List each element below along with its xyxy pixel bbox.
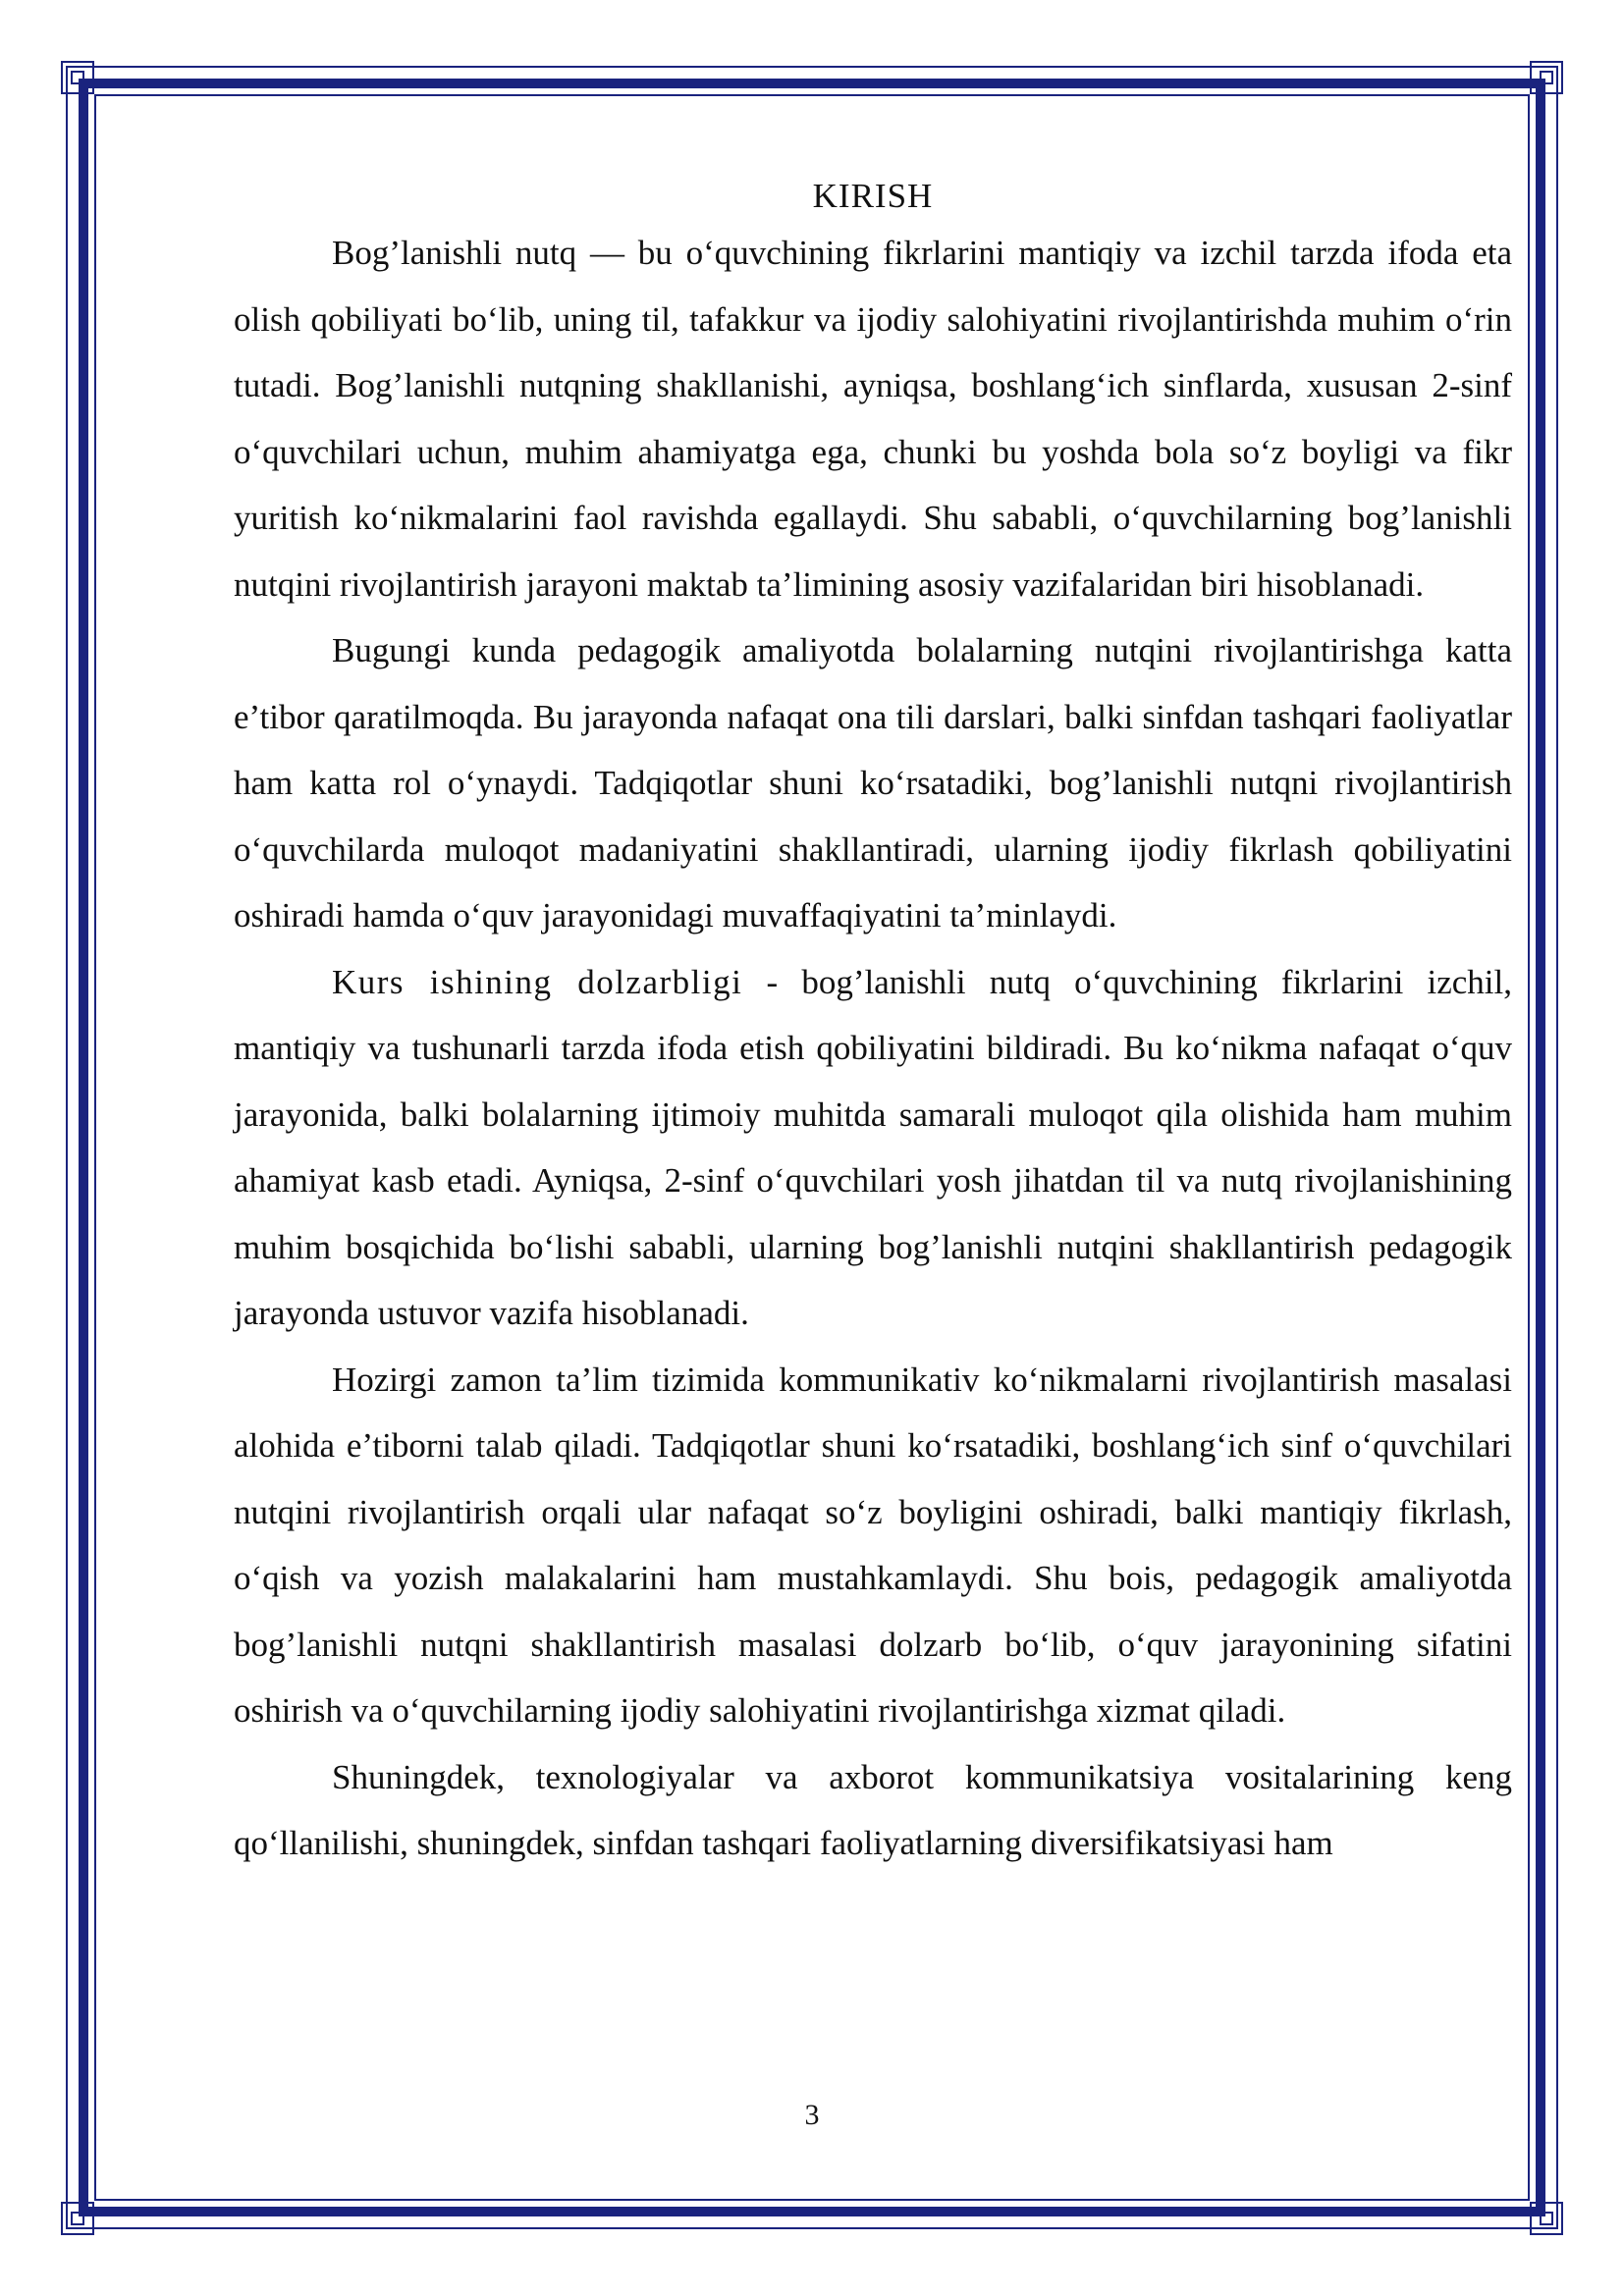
- corner-ornament-bottom-left: [61, 2202, 94, 2235]
- corner-ornament-top-right: [1530, 61, 1563, 94]
- corner-ornament-top-left: [61, 61, 94, 94]
- paragraph-3-lead: Kurs ishining dolzarbligi: [332, 962, 743, 1001]
- paragraph-1: Bog’lanishli nutq — bu o‘quvchining fikrlarini mantiqiy va izchil tarzda ifoda eta olish qobiliyati bo‘lib, uning til, tafakkur va ijodiy salohiyatini rivojlantirishda muhim o‘rin tutadi. Bog’lanishli nutqning shakllanishi, ayniqsa, boshlang‘ich sinflarda, xususan 2-sinf o‘quvchilari uchun, muhim ahamiyatga ega, chunki bu yoshda bola so‘z boyligi va fikr yuritish ko‘nikmalarini faol ravishda egallaydi. Shu sababli, o‘quvchilarning bog’lanishli nutqini rivojlantirish jarayoni maktab ta’limining asosiy vazifalaridan biri hisoblanadi.: [234, 234, 1512, 604]
- paragraph-4: Hozirgi zamon ta’lim tizimida kommunikativ ko‘nikmalarni rivojlantirish masalasi alohida e’tiborni talab qiladi. Tadqiqotlar shuni ko‘rsatadiki, boshlang‘ich sinf o‘quvchilari nutqini rivojlantirish orqali ular nafaqat so‘z boyligini oshiradi, balki mantiqiy fikrlash, o‘qish va yozish malakalarini ham mustahkamlaydi. Shu bois, pedagogik amaliyotda bog’lanishli nutqni shakllantirish masalasi dolzarb bo‘lib, o‘quv jarayonining sifatini oshirish va o‘quvchilarning ijodiy salohiyatini rivojlantirishga xizmat qiladi.: [234, 1360, 1512, 1730]
- paragraph-3-body: - bog’lanishli nutq o‘quvchining fikrlarini izchil, mantiqiy va tushunarli tarzda ifoda etish qobiliyatini bildiradi. Bu ko‘nikma nafaqat o‘quv jarayonida, balki bolalarning ijtimoiy muhitda samarali muloqot qila olishida ham muhim ahamiyat kasb etadi. Ayniqsa, 2-sinf o‘quvchilari yosh jihatdan til va nutq rivojlanishining muhim bosqichida bo‘lishi sababli, ularning bog’lanishli nutqini shakllantirish pedagogik jarayonda ustuvor vazifa hisoblanadi.: [234, 962, 1512, 1332]
- paragraph-2: Bugungi kunda pedagogik amaliyotda bolalarning nutqini rivojlantirishga katta e’tibor qaratilmoqda. Bu jarayonda nafaqat ona tili darslari, balki sinfdan tashqari faoliyatlar ham katta rol o‘ynaydi. Tadqiqotlar shuni ko‘rsatadiki, bog’lanishli nutqni rivojlantirish o‘quvchilarda muloqot madaniyatini shakllantiradi, ularning ijodiy fikrlash qobiliyatini oshiradi hamda o‘quv jarayonidagi muvaffaqiyatini ta’minlaydi.: [234, 631, 1512, 934]
- page-number: 3: [804, 2099, 820, 2131]
- corner-ornament-bottom-right: [1530, 2202, 1563, 2235]
- paragraph-5: Shuningdek, texnologiyalar va axborot kommunikatsiya vositalarining keng qo‘llanilishi, shuningdek, sinfdan tashqari faoliyatlarning diversifikatsiyasi ham: [234, 1757, 1512, 1862]
- page-content: [234, 173, 1512, 1877]
- paragraph-3: [234, 949, 1512, 1347]
- section-heading: KIRISH: [812, 177, 934, 215]
